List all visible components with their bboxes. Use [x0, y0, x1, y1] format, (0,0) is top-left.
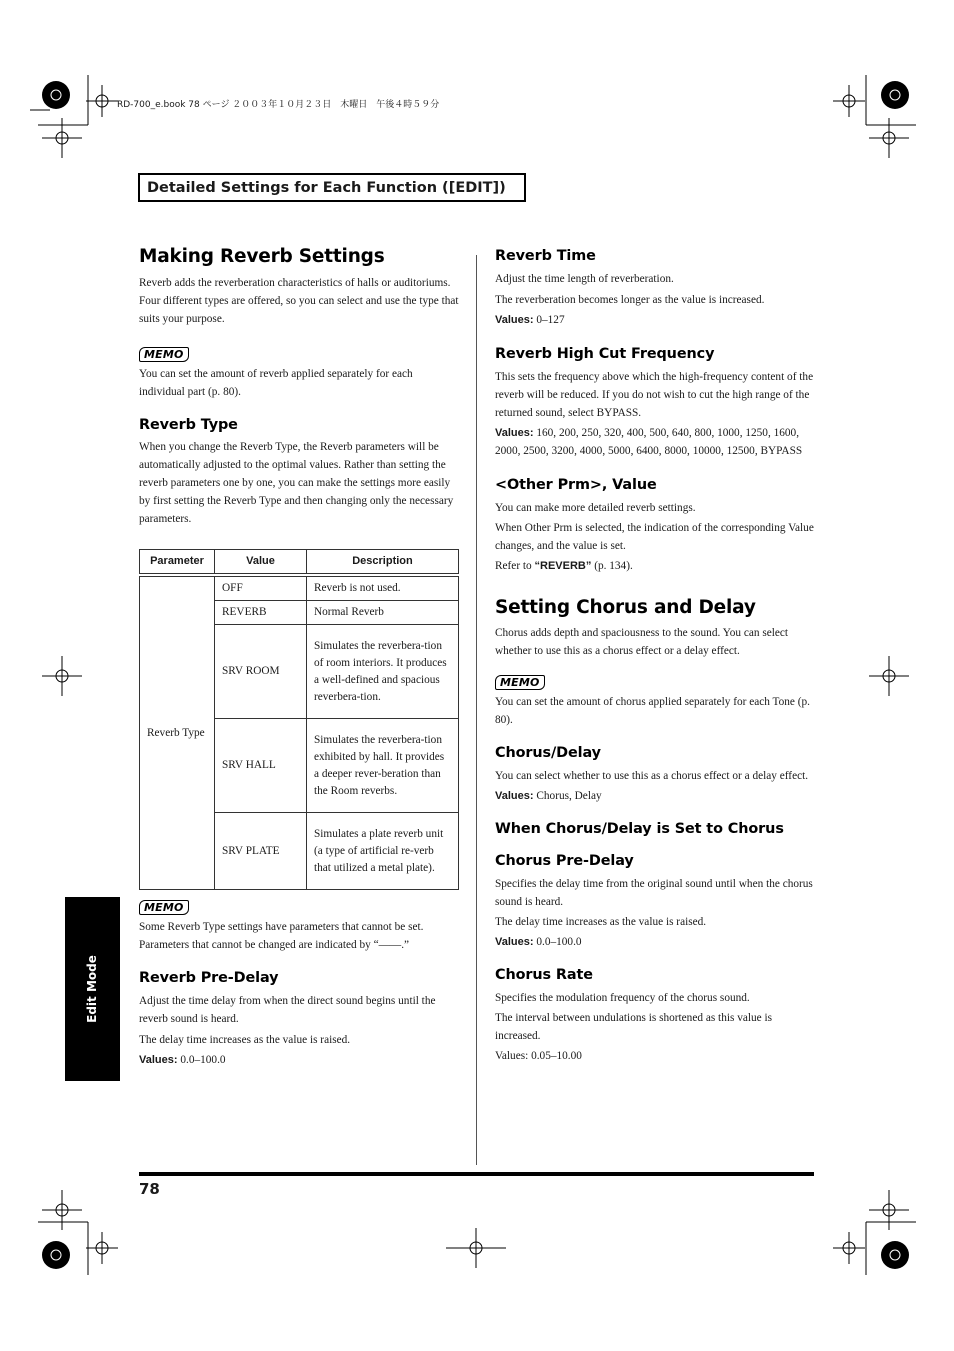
value-cell: SRV ROOM [215, 625, 307, 719]
other-prm-text-1: You can make more detailed reverb settings. [495, 502, 696, 514]
reverb-type-table [139, 549, 459, 890]
values-text: 160, 200, 250, 320, 400, 500, 640, 800, 1000, 1250, 1600, 2000, 2500, 3200, 4000, 5000, 6400, 8000, 10000, 12500, BYPASS [495, 427, 803, 457]
other-prm-text-2: When Other Prm is selected, the indication of the corresponding Value changes, and the value is set. [495, 522, 814, 552]
reverb-time-heading: Reverb Time [495, 248, 596, 264]
section-header-title: Detailed Settings for Each Function ([EDIT]) [147, 180, 506, 196]
page-number: 78 [139, 1180, 160, 1198]
right-column [495, 248, 815, 1065]
memo-block-2 [139, 898, 459, 954]
description-cell: Reverb is not used. [307, 577, 459, 601]
description-cell: Simulates the reverbera-tion exhibited by hall. It provides a deeper rever-beration than the Room reverbs. [307, 719, 459, 813]
table-row [140, 577, 459, 601]
col-header-parameter: Parameter [140, 550, 215, 574]
chorus-rate-values: Values: 0.05–10.00 [495, 1050, 582, 1062]
values-text: 0.0–100.0 [180, 1054, 226, 1066]
reverb-time-text-1: Adjust the time length of reverberation. [495, 273, 674, 285]
other-prm-refer [495, 557, 815, 575]
setting-chorus-title: Setting Chorus and Delay [495, 597, 756, 618]
values-text: 0.0–100.0 [536, 936, 582, 948]
memo-block-3 [495, 673, 815, 729]
column-divider [476, 255, 477, 1165]
high-cut-heading: Reverb High Cut Frequency [495, 346, 715, 362]
reverb-intro: Reverb adds the reverberation characteristics of halls or auditoriums. Four different types are offered, so you can select and use the type that suits your purpose. [139, 277, 459, 325]
value-cell: SRV HALL [215, 719, 307, 813]
memo-text-2: Some Reverb Type settings have parameters that cannot be set. Parameters that cannot be changed are indicated by “——.” [139, 921, 424, 951]
left-column [139, 246, 459, 1069]
description-cell: Simulates the reverbera-tion of room interiors. It produces a well-defined and spacious reverbera-tion. [307, 625, 459, 719]
section-header-box [138, 173, 526, 202]
when-chorus-heading: When Chorus/Delay is Set to Chorus [495, 821, 784, 837]
making-reverb-title: Making Reverb Settings [139, 246, 385, 267]
high-cut-text: This sets the frequency above which the high-frequency content of the reverb will be reduced. If you do not wish to cut the high range of the returned sound, select BYPASS. [495, 371, 814, 419]
col-header-value: Value [215, 550, 307, 574]
chorus-intro: Chorus adds depth and spaciousness to the sound. You can select whether to use this as a chorus effect or a delay effect. [495, 627, 789, 657]
values-label: Values: [495, 936, 534, 948]
table-header-row [140, 550, 459, 574]
memo-icon: MEMO [495, 675, 545, 690]
values-text: Chorus, Delay [536, 790, 602, 802]
value-cell: OFF [215, 577, 307, 601]
chorus-delay-values [495, 787, 815, 805]
chorus-rate-text-1: Specifies the modulation frequency of the chorus sound. [495, 992, 750, 1004]
memo-block-1 [139, 345, 459, 401]
refer-suffix: (p. 134). [591, 560, 633, 572]
chorus-pre-delay-values [495, 933, 815, 951]
memo-icon: MEMO [139, 347, 189, 362]
col-header-description: Description [307, 550, 459, 574]
value-cell: REVERB [215, 601, 307, 625]
side-tab-label: Edit Mode [85, 955, 99, 1023]
value-cell: SRV PLATE [215, 813, 307, 890]
reverb-pre-delay-heading: Reverb Pre-Delay [139, 970, 279, 986]
values-text: 0–127 [536, 314, 565, 326]
memo-text-1: You can set the amount of reverb applied separately for each individual part (p. 80). [139, 368, 413, 398]
values-label: Values: [495, 427, 534, 439]
footer-rule [139, 1172, 814, 1176]
side-tab [65, 897, 120, 1081]
reverb-page-link[interactable]: “REVERB” [534, 560, 592, 572]
memo-icon: MEMO [139, 900, 189, 915]
refer-prefix: Refer to [495, 560, 535, 572]
chorus-pre-delay-text-2: The delay time increases as the value is raised. [495, 916, 707, 928]
high-cut-values [495, 424, 815, 460]
reverb-type-heading: Reverb Type [139, 417, 238, 433]
chorus-delay-heading: Chorus/Delay [495, 745, 601, 761]
print-header-line: RD-700_e.book 78 ページ ２００３年１０月２３日 木曜日 午後４時５９分 [117, 100, 440, 110]
other-prm-heading: <Other Prm>, Value [495, 477, 657, 493]
description-cell: Normal Reverb [307, 601, 459, 625]
pre-delay-values [139, 1051, 459, 1069]
pre-delay-text-2: The delay time increases as the value is raised. [139, 1034, 351, 1046]
memo-text-3: You can set the amount of chorus applied separately for each Tone (p. 80). [495, 696, 811, 726]
reverb-time-values [495, 311, 815, 329]
chorus-pre-delay-heading: Chorus Pre-Delay [495, 853, 634, 869]
chorus-pre-delay-text-1: Specifies the delay time from the original sound until when the chorus sound is heard. [495, 878, 813, 908]
pre-delay-text-1: Adjust the time delay from when the direct sound begins until the reverb sound is heard. [139, 995, 436, 1025]
chorus-rate-text-2: The interval between undulations is shortened as this value is increased. [495, 1012, 773, 1042]
reverb-time-text-2: The reverberation becomes longer as the value is increased. [495, 294, 765, 306]
values-label: Values: [495, 790, 534, 802]
parameter-cell: Reverb Type [140, 577, 215, 890]
description-cell: Simulates a plate reverb unit (a type of artificial re-verb that utilized a metal plate). [307, 813, 459, 890]
values-label: Values: [139, 1054, 178, 1066]
reverb-type-text: When you change the Reverb Type, the Reverb parameters will be automatically adjusted to the optimal values. Rather than setting the reverb parameters one by one, you can make the settings more easily by first setting the Reverb Type and then changing only the necessary parameters. [139, 441, 454, 525]
chorus-delay-text: You can select whether to use this as a chorus effect or a delay effect. [495, 770, 809, 782]
chorus-rate-heading: Chorus Rate [495, 967, 593, 983]
values-label: Values: [495, 314, 534, 326]
